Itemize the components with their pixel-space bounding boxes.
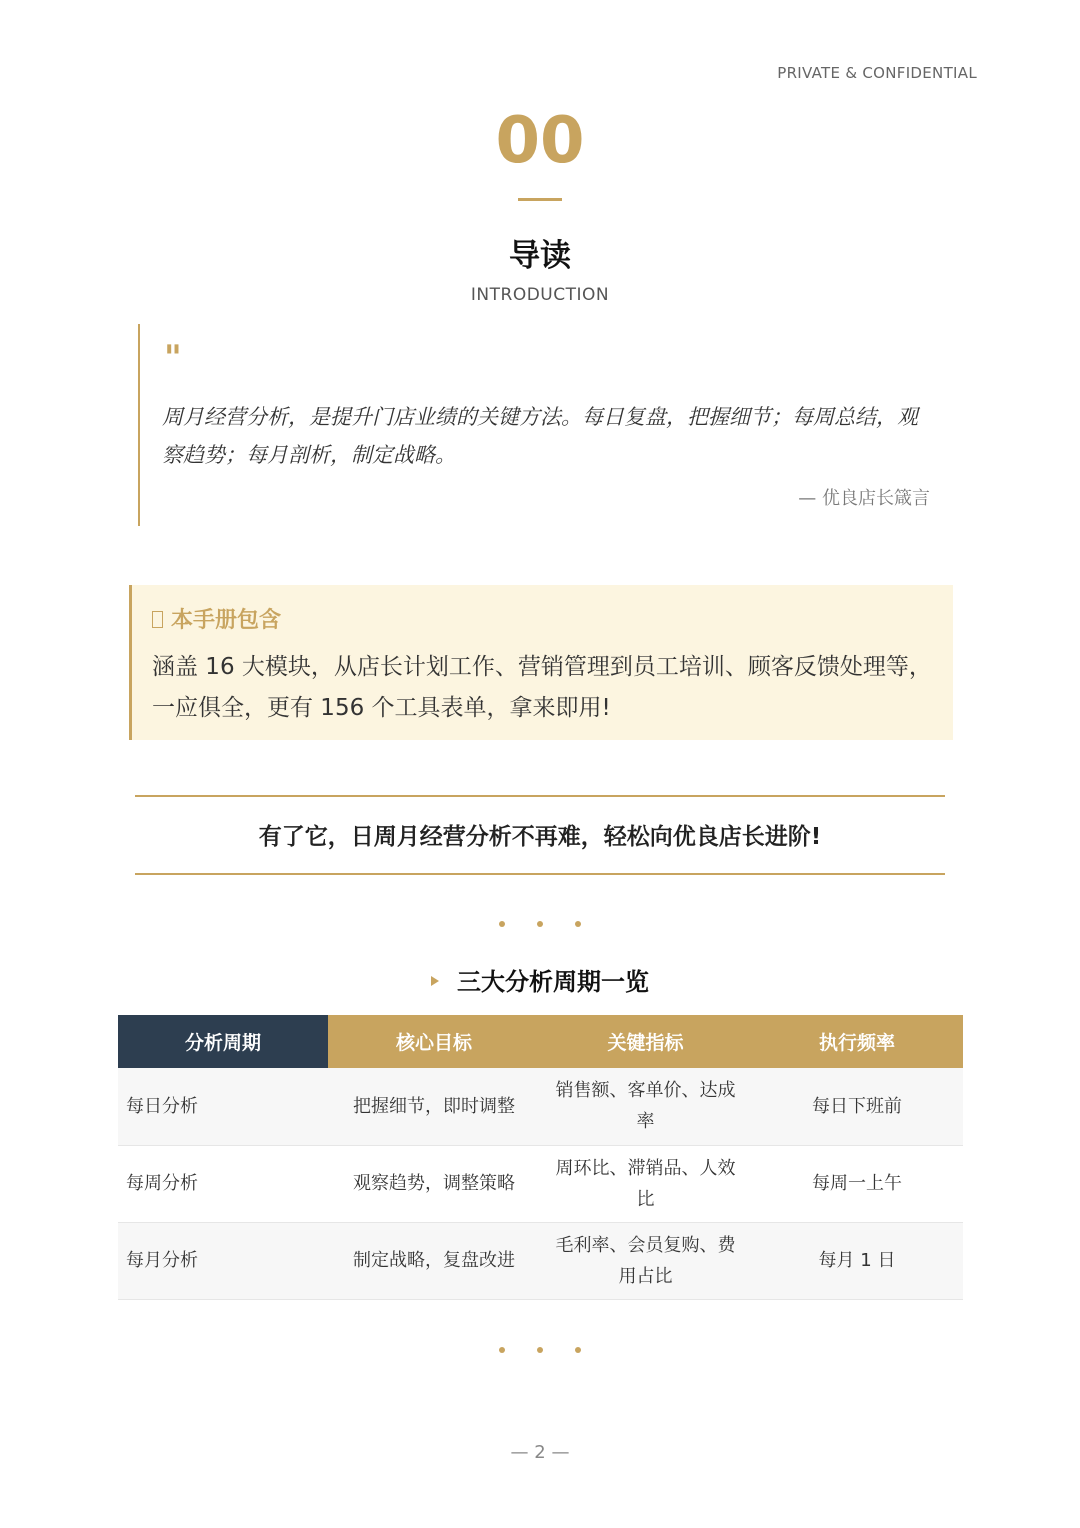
tagline-bottom-rule <box>135 873 945 875</box>
table-cell: 观察趋势，调整策略 <box>328 1145 540 1222</box>
quote-text: 周月经营分析，是提升门店业绩的关键方法。每日复盘，把握细节；每周总结，观察趋势；每月剖析，制定战略。 <box>162 405 918 467</box>
table-cell: 每日下班前 <box>751 1068 963 1145</box>
table-cell: 每月分析 <box>118 1222 328 1299</box>
table-header-cell: 关键指标 <box>540 1015 751 1068</box>
quote-block <box>138 324 940 526</box>
chapter-divider <box>518 198 562 201</box>
tagline: 有了它，日周月经营分析不再难，轻松向优良店长进阶! <box>258 824 822 850</box>
table-cell: 每周一上午 <box>751 1145 963 1222</box>
table-cell: 每日分析 <box>118 1068 328 1145</box>
table-cell: 毛利率、会员复购、费用占比 <box>540 1222 751 1299</box>
book-icon <box>152 611 163 628</box>
triangle-bullet-icon <box>431 976 439 986</box>
table-cell: 每周分析 <box>118 1145 328 1222</box>
chapter-subtitle: INTRODUCTION <box>470 285 610 305</box>
dot-divider <box>0 912 1080 922</box>
table-cell: 制定战略，复盘改进 <box>328 1222 540 1299</box>
quote-mark-icon: " <box>164 338 182 378</box>
confidential-label: PRIVATE & CONFIDENTIAL <box>777 64 977 82</box>
dot-icon <box>537 921 543 927</box>
dot-icon <box>499 1347 505 1353</box>
table-row <box>118 1145 963 1222</box>
table-cell: 销售额、客单价、达成率 <box>540 1068 751 1145</box>
dot-divider <box>0 1338 1080 1348</box>
info-box-title-text: 本手册包含 <box>171 608 282 633</box>
page-number: — 2 — <box>510 1442 570 1463</box>
analysis-cycles-table <box>118 1015 963 1300</box>
section-heading <box>0 962 1080 997</box>
table-header-cell: 执行频率 <box>751 1015 963 1068</box>
table-cell: 每月 1 日 <box>751 1222 963 1299</box>
table-cell: 把握细节，即时调整 <box>328 1068 540 1145</box>
chapter-title: 导读 <box>509 238 571 274</box>
dot-icon <box>575 921 581 927</box>
section-heading-text: 三大分析周期一览 <box>457 968 649 996</box>
dot-icon <box>537 1347 543 1353</box>
table-cell: 周环比、滞销品、人效比 <box>540 1145 751 1222</box>
dot-icon <box>575 1347 581 1353</box>
info-box-title <box>152 603 281 634</box>
dot-icon <box>499 921 505 927</box>
quote-source: — 优良店长箴言 <box>798 488 930 509</box>
table-header-cell: 分析周期 <box>118 1015 328 1068</box>
table-row <box>118 1068 963 1145</box>
table-header-cell: 核心目标 <box>328 1015 540 1068</box>
info-box <box>129 585 953 740</box>
chapter-number: 00 <box>495 104 585 178</box>
info-box-body: 涵盖 16 大模块，从店长计划工作、营销管理到员工培训、顾客反馈处理等，一应俱全，更有 156 个工具表单，拿来即用! <box>152 654 932 721</box>
table-header-row <box>118 1015 963 1068</box>
tagline-top-rule <box>135 795 945 797</box>
table-row <box>118 1222 963 1299</box>
